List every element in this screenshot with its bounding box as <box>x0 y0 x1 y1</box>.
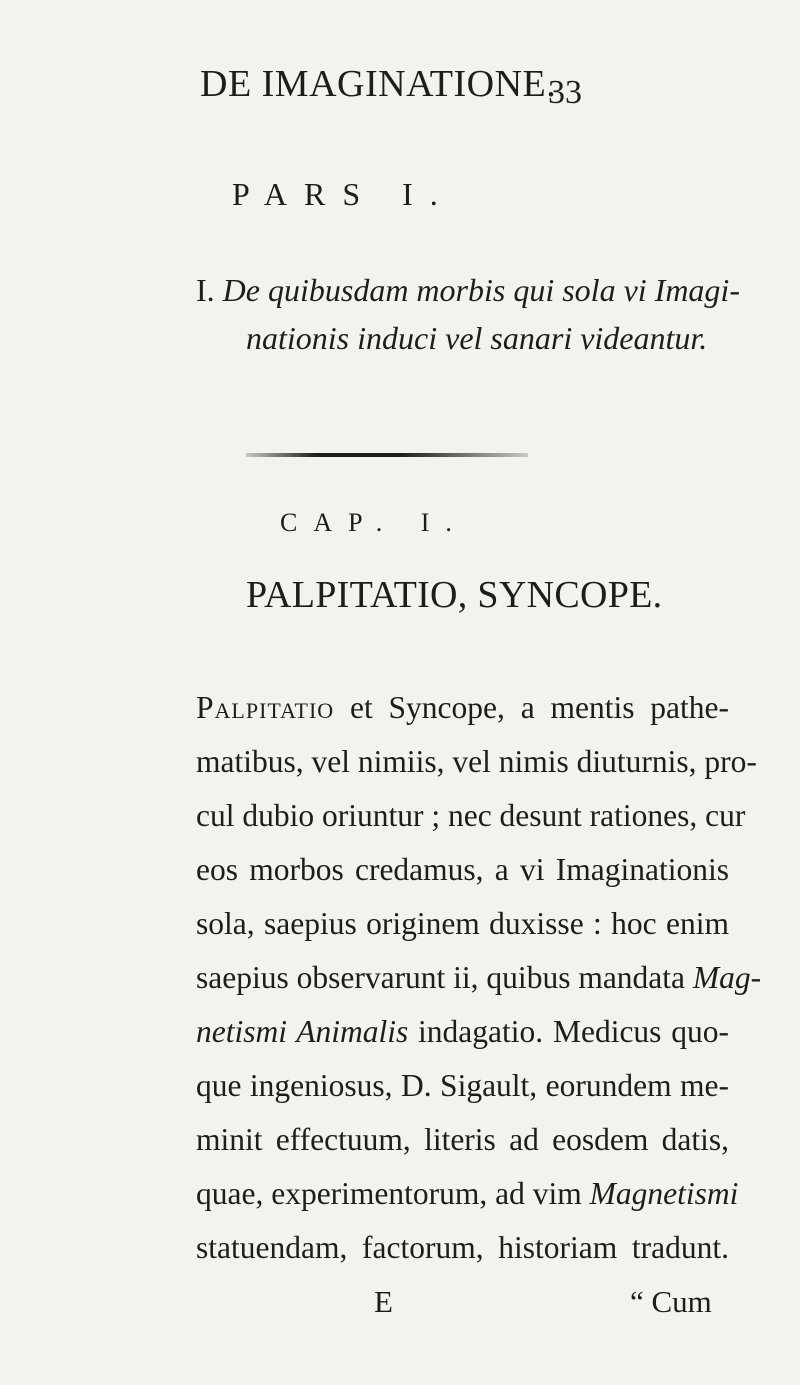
body-line: eos morbos credamus, a vi Imaginationis <box>196 852 729 887</box>
chapter-title: PALPITATIO, SYNCOPE. <box>246 574 663 616</box>
body-line: saepius observarunt ii, quibus mandata Mag- <box>196 960 762 995</box>
chapter-label: CAP. I. <box>280 508 468 537</box>
body-line: matibus, vel nimiis, vel nimis diuturnis, pro- <box>196 744 757 779</box>
body-line: minit effectuum, literis ad eosdem datis, <box>196 1122 729 1157</box>
body-line: cul dubio oriuntur ; nec desunt rationes, cur <box>196 798 746 833</box>
section-heading <box>196 272 740 309</box>
signature-mark: E <box>374 1284 393 1319</box>
body-line: statuendam, factorum, historiam tradunt. <box>196 1230 729 1265</box>
body-line: que ingeniosus, D. Sigault, eorundem me- <box>196 1068 729 1103</box>
lead-word: Palpitatio <box>196 690 335 725</box>
section-title-line1: De quibusdam morbis qui sola vi Imagi- <box>222 272 740 308</box>
catchword: “ Cum <box>630 1284 712 1319</box>
part-heading: PARS I. <box>232 176 455 212</box>
ornamental-rule <box>246 453 528 457</box>
body-line: sola, saepius originem duxisse : hoc enim <box>196 906 729 941</box>
body-line: quae, experimentorum, ad vim Magnetismi <box>196 1176 739 1211</box>
section-title-line2: nationis induci vel sanari videantur. <box>246 320 708 356</box>
page-number: 33 <box>548 74 582 111</box>
running-title: DE IMAGINATIONE. <box>200 63 557 105</box>
section-number: I. <box>196 272 215 308</box>
body-line: Palpitatio et Syncope, a mentis pathe- <box>196 690 729 725</box>
body-line: netismi Animalis indagatio. Medicus quo- <box>196 1014 729 1049</box>
